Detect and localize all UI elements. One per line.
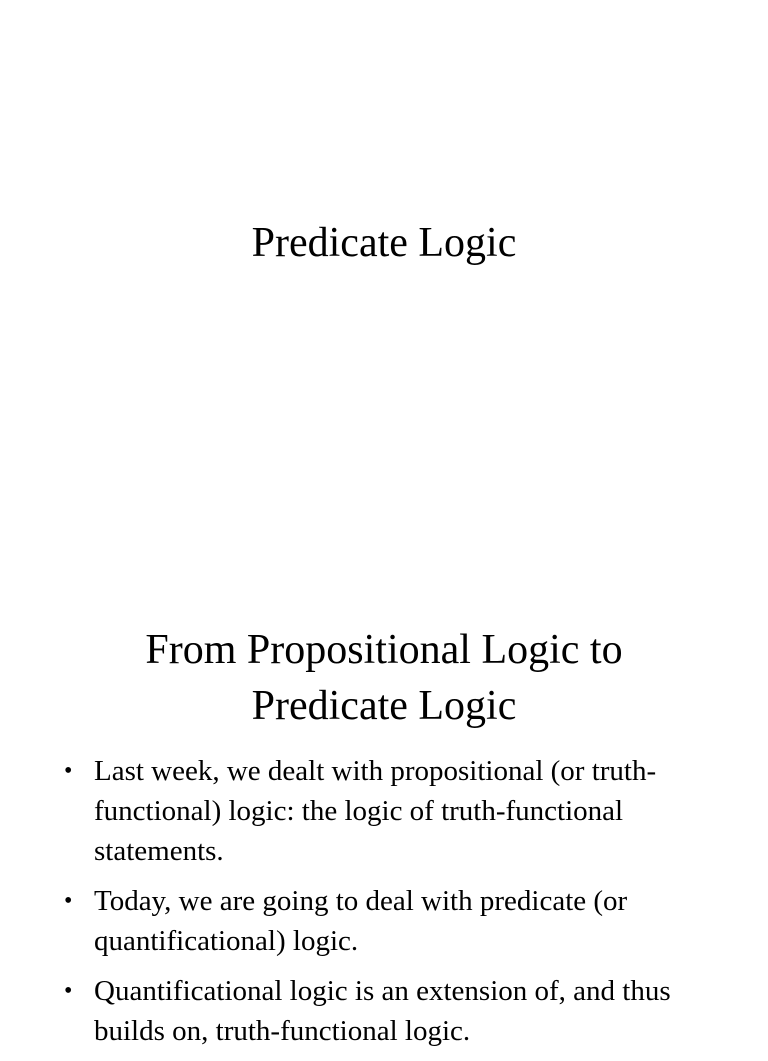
bullet-marker: • (64, 888, 73, 914)
content-slide (0, 576, 768, 1047)
bullet-list (0, 751, 768, 1061)
bullet-marker: • (64, 978, 73, 1004)
bullet-text: Last week, we dealt with propositional (or truth-functional) logic: the logic of truth-functional statements. (94, 755, 657, 867)
bullet-item (0, 971, 768, 1051)
bullet-marker: • (64, 758, 73, 784)
slide-title: Predicate Logic (251, 220, 517, 266)
slide-heading (0, 622, 768, 734)
bullet-text: Quantificational logic is an extension of, and thus builds on, truth-functional logic. (94, 975, 671, 1047)
slide-heading-line-2: Predicate Logic (251, 683, 517, 729)
slide-heading-line-1: From Propositional Logic to (145, 627, 623, 673)
bullet-item (0, 881, 768, 961)
bullet-item (0, 751, 768, 871)
bullet-text: Today, we are going to deal with predicate (or quantificational) logic. (94, 885, 628, 957)
